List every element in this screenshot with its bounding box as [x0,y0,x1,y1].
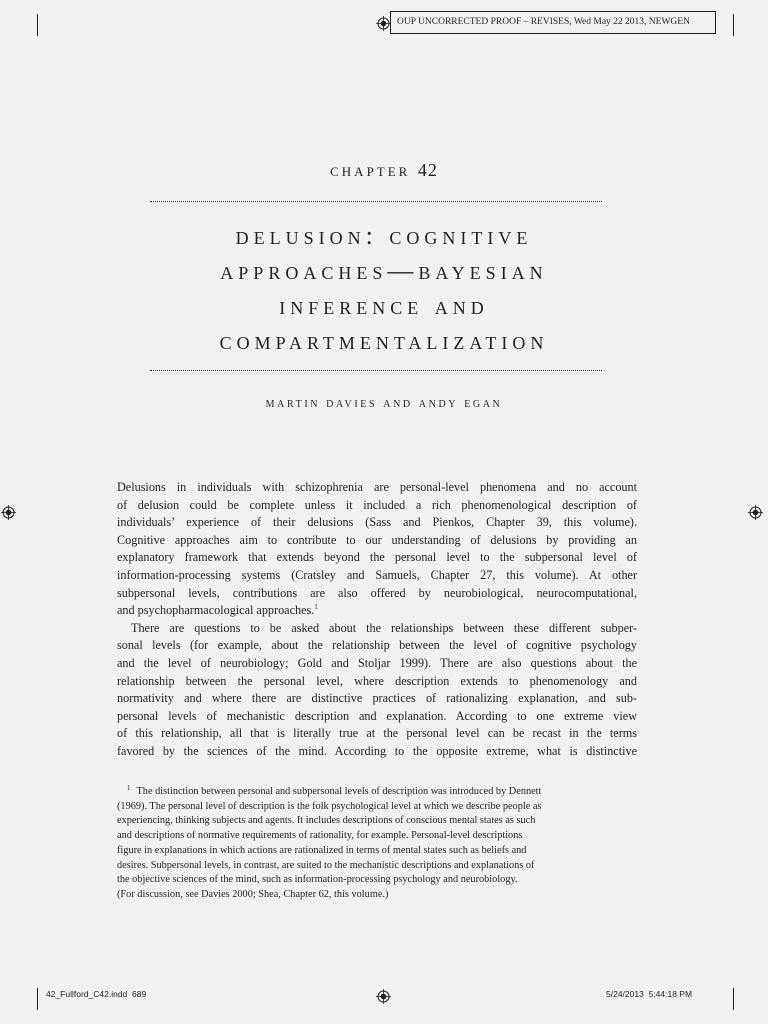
text-line: relationship between the personal level, where description extends to phenomenology and [117,673,637,688]
text-line: of delusion could be complete unless it included a rich phenomenological description of [117,497,637,512]
text-line: subpersonal levels, contributions are also offered by neurobiological, neurocomputational, [117,585,637,600]
footnote-reference[interactable]: 1 [314,603,318,612]
footnote-marker: 1 [127,784,131,792]
footnote-line: (For discussion, see Davies 2000; Shea, Chapter 62, this volume.) [117,888,389,900]
text-line: personal levels of mechanistic description and explanation. According to one extreme view [117,708,637,723]
text-line: favored by the sciences of the mind. According to the opposite extreme, what is distinctive [117,743,637,758]
crop-mark-top-right [733,14,734,36]
chapter-number-value: 42 [417,160,438,180]
footnote-line: figure in explanations in which actions are rationalized in terms of mental states such as beliefs and [117,844,527,856]
chapter-title [0,218,768,358]
footnote-line [117,781,637,800]
slug-date: 5/24/2013 [606,989,644,999]
authors: martin davies and andy egan [265,396,503,411]
registration-mark-left-icon [1,505,16,520]
crop-mark-top-left [37,14,38,36]
slug-page: 689 [132,989,147,999]
title-rule-bottom [150,370,602,371]
text-line: and the level of neurobiology; Gold and Stoljar 1999). There are also questions about the [117,655,637,670]
body-text [117,479,637,761]
paragraph-1 [117,479,637,620]
title-rule-top [150,201,602,202]
text-line: of this relationship, all that is literally true at the personal level can be recast in the terms [117,726,637,741]
chapter-number [0,160,768,181]
text-line: information-processing systems (Cratsley and Samuels, Chapter 27, this volume). At other [117,567,637,582]
text-line-last [117,602,637,620]
title-line: inference and [279,291,489,320]
text-line-content: and psychopharmacological approaches. [117,603,315,618]
footnote-text: The distinction between personal and subpersonal levels of description was introduced by Dennett [136,786,542,797]
crop-mark-bottom-right [733,988,734,1010]
text-line: Cognitive approaches aim to contribute to our understanding of delusions by providing an [117,532,637,547]
footnote [117,781,637,903]
footnote-line: desires. Subpersonal levels, in contrast, are suited to the mechanistic descriptions and explanations of [117,859,535,871]
title-line: approaches—bayesian [220,256,548,285]
slug-filename: 42_Fullford_C42.indd [46,989,128,999]
text-line: There are questions to be asked about the relationships between these different subper- [131,620,637,635]
footnote-line: (1969). The personal level of description is the folk psychological level at which we describe people as [117,800,542,812]
text-line: individuals’ experience of their delusions (Sass and Pienkos, Chapter 39, this volume). [117,515,637,530]
title-line: compartmentalization [219,326,549,355]
footnote-line: and descriptions of normative requirements of rationality, for example. Personal-level descriptions [117,830,523,842]
crop-mark-bottom-left [37,988,38,1010]
footnote-line: experiencing, thinking subjects and agents. It includes descriptions of conscious mental states as such [117,815,536,827]
text-line: sonal levels (for example, about the relationship between the level of cognitive psychology [117,638,637,653]
paragraph-2 [117,620,637,761]
proof-header: OUP UNCORRECTED PROOF – REVISES, Wed May 22 2013, NEWGEN [390,11,716,34]
text-line: Delusions in individuals with schizophrenia are personal-level phenomena and no account [117,480,637,494]
text-line: normativity and where there are distinctive practices of rationalizing explanation, and sub- [117,691,637,706]
registration-mark-top-icon [376,16,391,31]
text-line: explanatory framework that extends beyond the personal level to the subpersonal level of [117,550,637,565]
chapter-label: chapter [330,160,411,180]
registration-mark-bottom-icon [376,989,391,1004]
title-line: delusion: cognitive [235,221,533,250]
slug-file [46,989,146,999]
slug-time: 5:44:18 PM [648,989,693,999]
registration-mark-right-icon [748,505,763,520]
footnote-line: the objective sciences of the mind, such as information-processing psychology and neurobiology. [117,874,518,886]
slug-datetime [606,989,692,999]
